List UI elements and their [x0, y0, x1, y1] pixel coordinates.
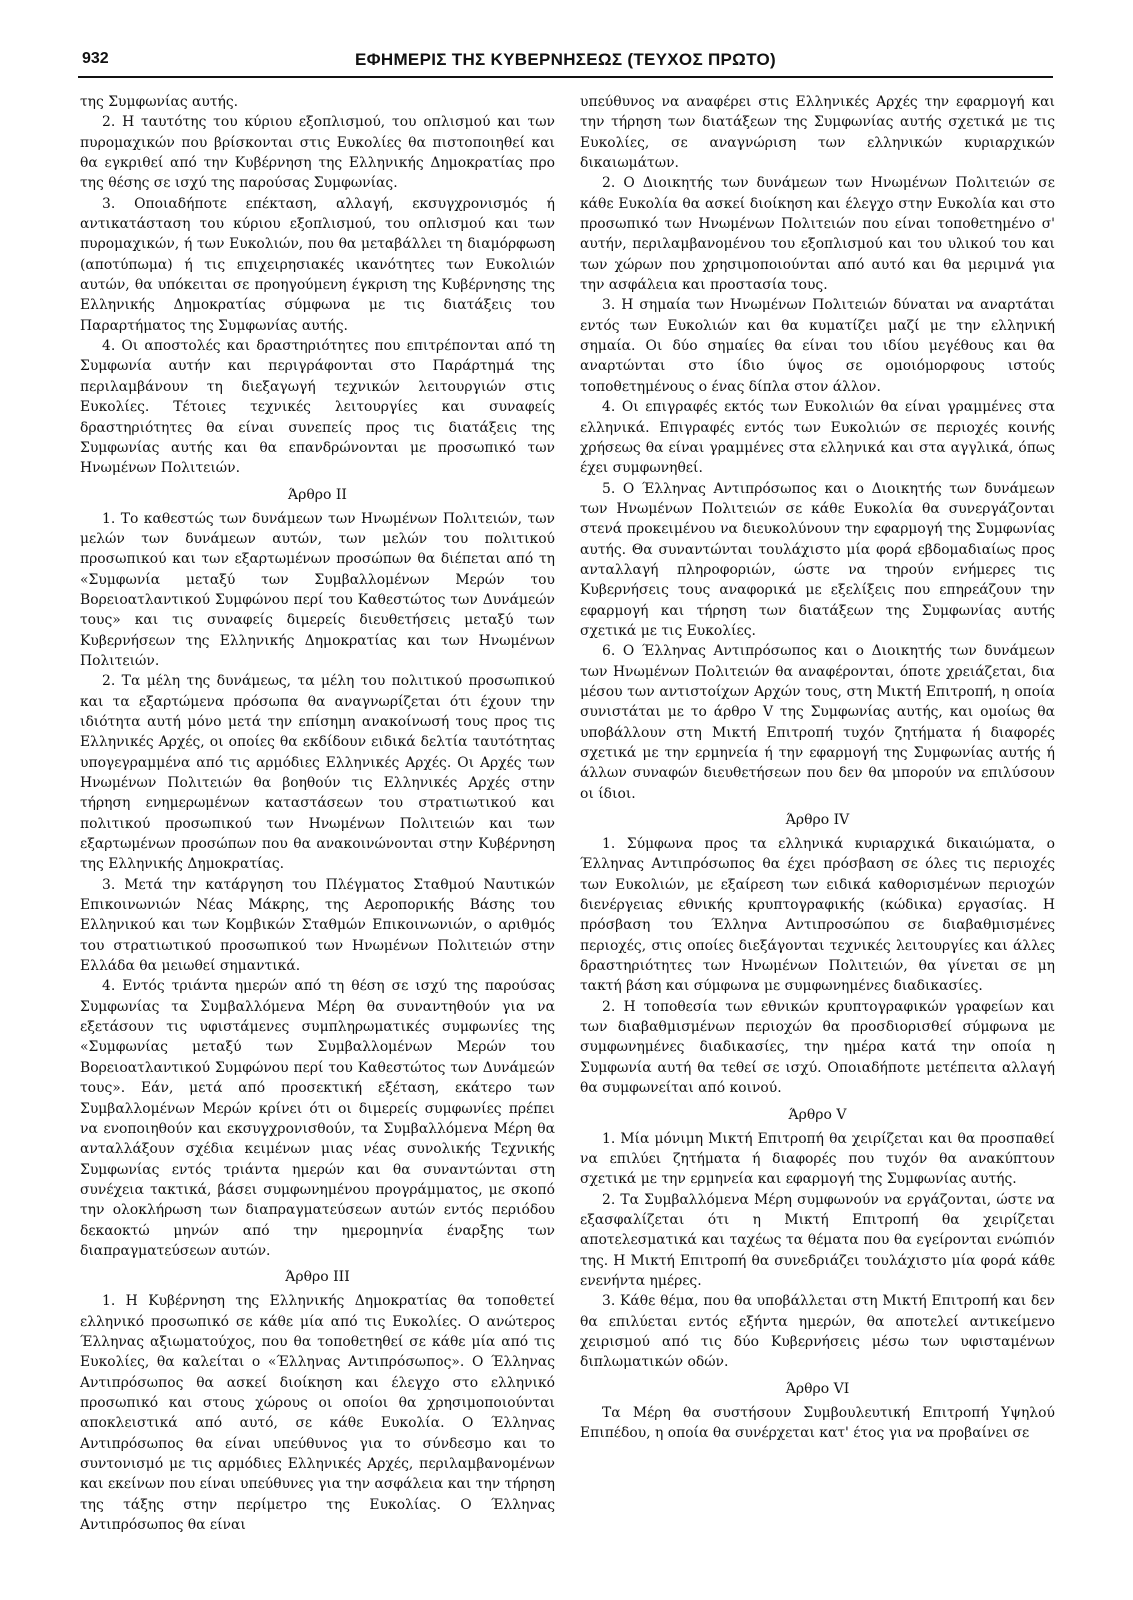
paragraph: 6. Ο Έλληνας Αντιπρόσωπος και ο Διοικητής των δυνάμεων των Ηνωμένων Πολιτειών θα αναφέρονται, όποτε χρειάζεται, δια μέσου των αντιστοίχων Αρχών τους, στη Μικτή Επιτροπή, η οποία συνιστάται με το άρθρο V της Συμφωνίας αυτής, και ομοίως θα υποβάλλουν στη Μικτή Επιτροπή τυχόν ζητήματα ή διαφορές σχετικά με την ερμηνεία ή την εφαρμογή της Συμφωνίας αυτής ή άλλων συναφών διευθετήσεων που δεν θα μπορούν να επιλύσουν οι ίδιοι. — [580, 643, 1055, 802]
article-heading: Άρθρο ΙΙΙ — [285, 1269, 350, 1286]
paragraph: 3. Μετά την κατάργηση του Πλέγματος Σταθμού Ναυτικών Επικοινωνιών Νέας Μάκρης, της Αεροπορικής Βάσης του Ελληνικού και των Κομβικών Σταθμών Επικοινωνιών, ο αριθμός του στρατιωτικού προσωπικού των Ηνωμένων Πολιτειών στην Ελλάδα θα μειωθεί σημαντικά. — [80, 876, 555, 975]
paragraph: 2. Τα Συμβαλλόμενα Μέρη συμφωνούν να εργάζονται, ώστε να εξασφαλίζεται ότι η Μικτή Επιτροπή θα χειρίζεται αποτελεσματικά και ταχέως τα θέματα που θα εγείρονται ενώπιόν της. Η Μικτή Επιτροπή θα συνεδριάζει τουλάχιστο μία φορά κάθε ενενήντα ημέρες. — [580, 1191, 1055, 1289]
article-heading: Άρθρο V — [788, 1106, 847, 1123]
paragraph: 3. Κάθε θέμα, που θα υποβάλλεται στη Μικτή Επιτροπή και δεν θα επιλύεται εντός εξήντα ημερών, θα αποτελεί αντικείμενο χειρισμού από τις δύο Κυβερνήσεις μέσω των υφισταμένων διπλωματικών οδών. — [580, 1293, 1055, 1371]
gazette-title: ΕΦΗΜΕΡΙΣ ΤΗΣ ΚΥΒΕΡΝΗΣΕΩΣ (ΤΕΥΧΟΣ ΠΡΩΤΟ) — [355, 50, 776, 69]
left-column — [80, 92, 555, 1535]
paragraph: 1. Σύμφωνα προς τα ελληνικά κυριαρχικά δικαιώματα, ο Έλληνας Αντιπρόσωπος θα έχει πρόσβαση σε όλες τις περιοχές των Ευκολιών, με εξαίρεση των ειδικά καθορισμένων περιοχών διενέργειας εθνικής κρυπτογραφικής (κώδικα) εργασίας. Η πρόσβαση του Έλληνα Αντιπροσώπου σε διαβαθμισμένες περιοχές, στις οποίες διεξάγονται τεχνικές λειτουργίες και άλλες δραστηριότητες των Ηνωμένων Πολιτειών, θα γίνεται σε μη τακτή βάση και σύμφωνα με συμφωνημένες διαδικασίες. — [580, 836, 1055, 995]
paragraph: 3. Οποιαδήποτε επέκταση, αλλαγή, εκσυγχρονισμός ή αντικατάσταση του κύριου εξοπλισμού, του οπλισμού και των πυρομαχικών, ή των Ευκολιών, που θα μεταβάλλει τη διαμόρφωση (αποτύπωμα) ή τις επιχειρησιακές ικανότητες των Ευκολιών αυτών, θα υπόκειται σε προηγούμενη έγκριση της Κυβέρνησης της Ελληνικής Δημοκρατίας σύμφωνα με τις διατάξεις του Παραρτήματος της Συμφωνίας αυτής. — [80, 195, 555, 334]
paragraph: 4. Εντός τριάντα ημερών από τη θέση σε ισχύ της παρούσας Συμφωνίας τα Συμβαλλόμενα Μέρη θα συναντηθούν για να εξετάσουν τις υφιστάμενες συμπληρωματικές συμφωνίες της «Συμφωνίας μεταξύ των Συμβαλλομένων Μερών του Βορειοατλαντικού Συμφώνου περί του Καθεστώτος των Δυνάμεών τους». Εάν, μετά από προσεκτική εξέταση, εκάτερο των Συμβαλλομένων Μερών κρίνει ότι οι διμερείς συμφωνίες πρέπει να ενοποιηθούν και εκσυγχρονισθούν, τα Συμβαλλόμενα Μέρη θα ανταλλάξουν σχέδια κειμένων μιας νέας συνολικής Τεχνικής Συμφωνίας εντός τριάντα ημερών και θα συναντώνται στη συνέχεια τακτικά, βάσει συμφωνημένου προγράμματος, με σκοπό την ολοκλήρωση των διαπραγματεύσεων αυτών εντός περιόδου δεκαοκτώ μηνών από την ημερομηνία έναρξης των διαπραγματεύσεων αυτών. — [80, 978, 555, 1259]
paragraph: 3. Η σημαία των Ηνωμένων Πολιτειών δύναται να αναρτάται εντός των Ευκολιών και θα κυματίζει μαζί με την ελληνική σημαία. Οι δύο σημαίες θα είναι του ιδίου μεγέθους και θα αναρτώνται στο ίδιο ύψος σε ομοιόμορφους ιστούς τοποθετημένους ο ένας δίπλα στον άλλον. — [580, 297, 1055, 395]
paragraph: 1. Το καθεστώς των δυνάμεων των Ηνωμένων Πολιτειών, των μελών των δυνάμεων αυτών, των μελών του πολιτικού προσωπικού και των εξαρτωμένων προσώπων θα διέπεται από τη «Συμφωνία μεταξύ των Συμβαλλομένων Μερών του Βορειοατλαντικού Συμφώνου περί του Καθεστώτος των Δυνάμεών τους» και τις συναφείς διμερείς διευθετήσεις μεταξύ των Κυβερνήσεων της Ελληνικής Δημοκρατίας και των Ηνωμένων Πολιτειών. — [80, 510, 555, 669]
paragraph: υπεύθυνος να αναφέρει στις Ελληνικές Αρχές την εφαρμογή και την τήρηση των διατάξεων της Συμφωνίας αυτής σχετικά με τις Ευκολίες, σε αναγνώριση των ελληνικών κυριαρχικών δικαιωμάτων. — [580, 94, 1055, 172]
right-column — [580, 92, 1055, 1443]
page-header — [78, 48, 1053, 78]
page-number: 932 — [82, 50, 109, 67]
paragraph: 4. Οι αποστολές και δραστηριότητες που επιτρέπονται από τη Συμφωνία αυτήν και περιγράφονται στο Παράρτημά της περιλαμβάνουν τη διεξαγωγή τεχνικών λειτουργιών στις Ευκολίες. Τέτοιες τεχνικές λειτουργίες και συναφείς δραστηριότητες θα είναι συνεπείς προς τις διατάξεις της Συμφωνίας αυτής και θα επανδρώνονται με προσωπικό των Ηνωμένων Πολιτειών. — [80, 338, 555, 477]
article-heading: Άρθρο VΙ — [785, 1380, 850, 1397]
paragraph: 5. Ο Έλληνας Αντιπρόσωπος και ο Διοικητής των δυνάμεων των Ηνωμένων Πολιτειών σε κάθε Ευκολία θα συνεργάζονται στενά προκειμένου να διευκολύνουν την εφαρμογή της Συμφωνίας αυτής. Θα συναντώνται τουλάχιστο μία φορά εβδομαδιαίως προς ανταλλαγή πληροφοριών, ώστε να τηρούν ενήμερες τις Κυβερνήσεις τους αναφορικά με εξελίξεις που επηρεάζουν την εφαρμογή και τήρηση των διατάξεων της Συμφωνίας αυτής σχετικά με τις Ευκολίες. — [580, 480, 1055, 639]
paragraph: Τα Μέρη θα συστήσουν Συμβουλευτική Επιτροπή Υψηλού Επιπέδου, η οποία θα συνέρχεται κατ' έτος για να προβαίνει σε — [580, 1404, 1055, 1441]
paragraph: 1. Η Κυβέρνηση της Ελληνικής Δημοκρατίας θα τοποθετεί ελληνικό προσωπικό σε κάθε μία από τις Ευκολίες. Ο ανώτερος Έλληνας αξιωματούχος, που θα τοποθετηθεί σε κάθε μία από τις Ευκολίες, θα καλείται ο «Έλληνας Αντιπρόσωπος». Ο Έλληνας Αντιπρόσωπος θα ασκεί διοίκηση και έλεγχο στο ελληνικό προσωπικό και στους χώρους οι οποίοι θα χρησιμοποιούνται αποκλειστικά από αυτό, σε κάθε Ευκολία. Ο Έλληνας Αντιπρόσωπος θα είναι υπεύθυνος για το σύνδεσμο και το συντονισμό με τις αρμόδιες Ελληνικές Αρχές, περιλαμβανομένων και εκείνων που είναι υπεύθυνες για την ασφάλεια και την τήρηση της τάξης στην περίμετρο της Ευκολίας. Ο Έλληνας Αντιπρόσωπος θα είναι — [80, 1293, 555, 1534]
article-heading: Άρθρο ΙΙ — [288, 486, 347, 503]
paragraph: της Συμφωνίας αυτής. — [80, 94, 239, 110]
paragraph: 2. Η ταυτότης του κύριου εξοπλισμού, του οπλισμού και των πυρομαχικών που βρίσκονται στις Ευκολίες θα πιστοποιηθεί και θα εγκριθεί από την Κυβέρνηση της Ελληνικής Δημοκρατίας προ της θέσης σε ισχύ της παρούσας Συμφωνίας. — [80, 114, 555, 192]
paragraph: 2. Ο Διοικητής των δυνάμεων των Ηνωμένων Πολιτειών σε κάθε Ευκολία θα ασκεί διοίκηση και έλεγχο στην Ευκολία και στο προσωπικό των Ηνωμένων Πολιτειών που είναι τοποθετημένο σ' αυτήν, περιλαμβανομένου του εξοπλισμού και του υλικού του και των χώρων που χρησιμοποιούνται από αυτό και θα μεριμνά για την ασφάλεια και προστασία τους. — [580, 175, 1055, 294]
paragraph: 1. Μία μόνιμη Μικτή Επιτροπή θα χειρίζεται και θα προσπαθεί να επιλύει ζητήματα ή διαφορές που τυχόν θα ανακύπτουν σχετικά με την ερμηνεία και εφαρμογή της Συμφωνίας αυτής. — [580, 1130, 1055, 1188]
paragraph: 2. Τα μέλη της δυνάμεως, τα μέλη του πολιτικού προσωπικού και τα εξαρτώμενα πρόσωπα θα αναγνωρίζεται ότι έχουν την ιδιότητα αυτή μόνο μετά την επίσημη ανακοίνωσή τους προς τις Ελληνικές Αρχές, οι οποίες θα εκδίδουν ειδικά δελτία ταυτότητας υπογεγραμμένα από τις αρμόδιες Ελληνικές Αρχές. Οι Αρχές των Ηνωμένων Πολιτειών θα βοηθούν τις Ελληνικές Αρχές στην τήρηση ενημερωμένων καταστάσεων του στρατιωτικού και πολιτικού προσωπικού των Ηνωμένων Πολιτειών και των εξαρτωμένων προσώπων που θα ανακοινώνονται στην Κυβέρνηση της Ελληνικής Δημοκρατίας. — [80, 673, 555, 873]
article-heading: Άρθρο ΙV — [785, 812, 850, 829]
paragraph: 2. Η τοποθεσία των εθνικών κρυπτογραφικών γραφείων και των διαβαθμισμένων περιοχών θα προσδιορισθεί σύμφωνα με συμφωνημένες διαδικασίες, την ημέρα κατά την οποία η Συμφωνία αυτή θα τεθεί σε ισχύ. Οποιαδήποτε μετέπειτα αλλαγή θα συμφωνείται από κοινού. — [580, 998, 1055, 1097]
paragraph: 4. Οι επιγραφές εκτός των Ευκολιών θα είναι γραμμένες στα ελληνικά. Επιγραφές εντός των Ευκολιών σε περιοχές κοινής χρήσεως θα είναι γραμμένες στα ελληνικά και στα αγγλικά, όπως έχει συμφωνηθεί. — [580, 399, 1055, 477]
